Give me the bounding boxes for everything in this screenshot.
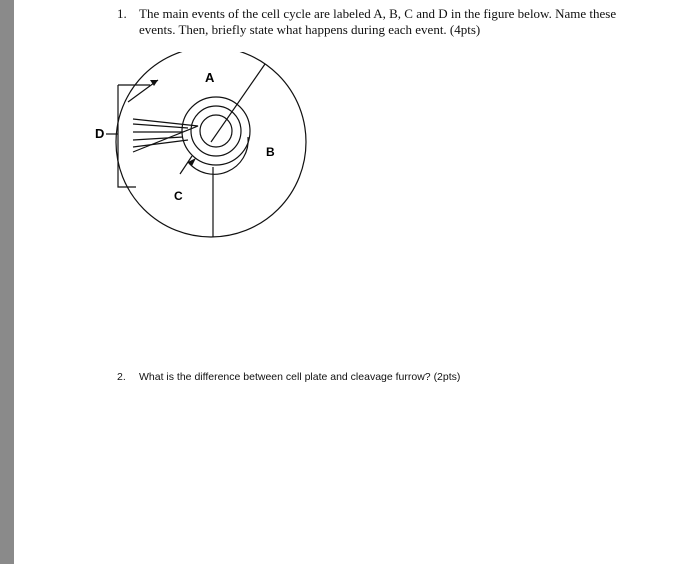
- inner-ring-inner: [200, 115, 232, 147]
- question-2-number: 2.: [117, 371, 126, 383]
- spoke-a-b: [211, 64, 265, 142]
- label-c: C: [174, 189, 183, 203]
- label-a: A: [205, 70, 215, 85]
- cell-cycle-diagram: [88, 52, 318, 242]
- label-b: B: [266, 145, 275, 159]
- inner-ring-outer: [182, 97, 250, 165]
- mitosis-wedge: [133, 119, 198, 152]
- wedge-line-3: [133, 137, 183, 140]
- page-edge-bar: [0, 0, 14, 564]
- question-1-text: The main events of the cell cycle are labeled A, B, C and D in the figure below. Name these events. Then, briefly state what happens during each event. (4pts): [139, 6, 617, 37]
- inner-ring-middle: [191, 106, 241, 156]
- question-2-text: What is the difference between cell plate and cleavage furrow? (2pts): [139, 371, 461, 383]
- question-2: [117, 370, 637, 384]
- question-1: [117, 6, 637, 38]
- label-d: D: [95, 126, 105, 141]
- question-1-number: 1.: [117, 6, 127, 21]
